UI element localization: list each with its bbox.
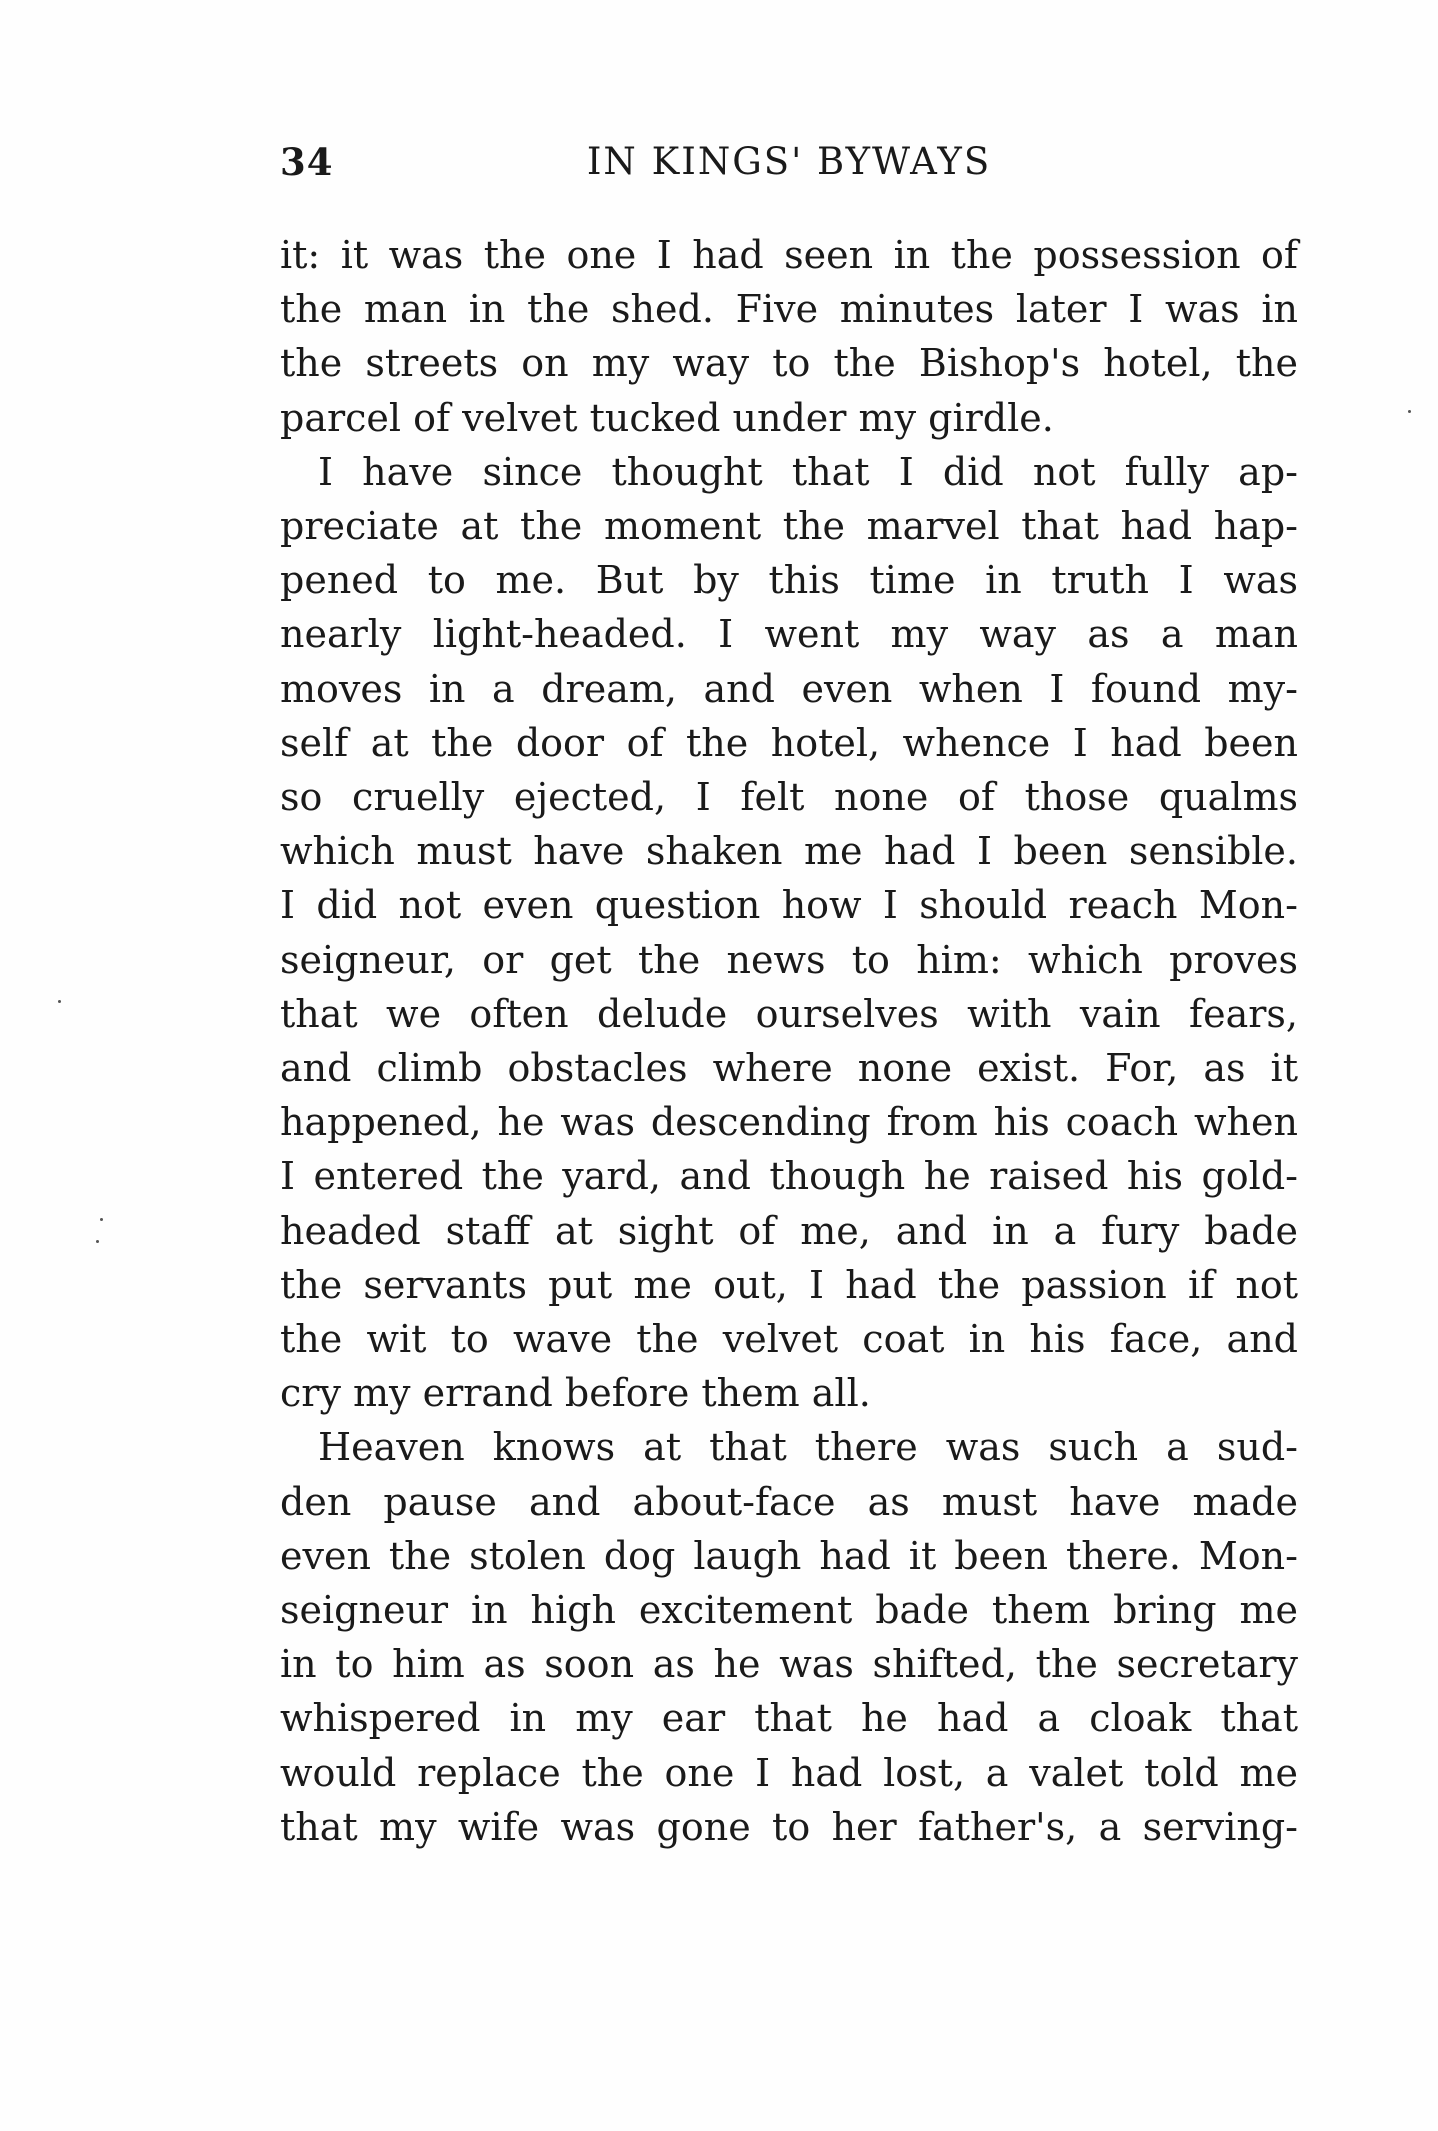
scan-speck <box>58 1000 61 1003</box>
text-line: seigneur in high excitement bade them bring me <box>280 1588 1298 1633</box>
text-line: seigneur, or get the news to him: which proves <box>280 937 1298 982</box>
text-line: den pause and about-face as must have made <box>280 1479 1298 1524</box>
text-line: preciate at the moment the marvel that had hap- <box>280 504 1298 549</box>
text-line: nearly light-headed. I went my way as a man <box>280 612 1298 657</box>
text-line: whispered in my ear that he had a cloak that <box>280 1696 1298 1741</box>
text-line: and climb obstacles where none exist. For, as it <box>280 1046 1298 1091</box>
text-line: in to him as soon as he was shifted, the secretary <box>280 1642 1298 1687</box>
paragraph-2 <box>280 445 1298 1421</box>
page-number: 34 <box>280 140 334 184</box>
text-line: the servants put me out, I had the passion if not <box>280 1262 1298 1307</box>
paragraph-1 <box>280 228 1298 445</box>
text-line: I have since thought that I did not fully ap- <box>318 449 1298 494</box>
text-line: that we often delude ourselves with vain fears, <box>280 991 1298 1036</box>
text-line: cry my errand before them all. <box>280 1371 871 1416</box>
page-header <box>280 140 1298 200</box>
text-line: happened, he was descending from his coach when <box>280 1100 1298 1145</box>
text-line: I entered the yard, and though he raised his gold- <box>280 1154 1298 1199</box>
text-line: headed staff at sight of me, and in a fury bade <box>280 1208 1298 1253</box>
scan-speck <box>1408 410 1411 413</box>
paragraph-3 <box>280 1420 1298 1854</box>
text-line: Heaven knows at that there was such a sud- <box>318 1425 1298 1470</box>
text-line: moves in a dream, and even when I found my- <box>280 666 1298 711</box>
running-title: IN KINGS' BYWAYS <box>586 140 992 183</box>
text-line: parcel of velvet tucked under my girdle. <box>280 395 1054 440</box>
body-text <box>280 228 1298 1854</box>
text-line: so cruelly ejected, I felt none of those qualms <box>280 775 1298 820</box>
scan-speck <box>96 1240 99 1243</box>
text-line: it: it was the one I had seen in the possession of <box>280 233 1298 277</box>
text-line: pened to me. But by this time in truth I was <box>280 558 1298 603</box>
text-line: self at the door of the hotel, whence I had been <box>280 720 1298 765</box>
text-line: I did not even question how I should reach Mon- <box>280 883 1298 928</box>
text-line: would replace the one I had lost, a valet told me <box>280 1750 1298 1795</box>
text-line: which must have shaken me had I been sensible. <box>280 829 1298 874</box>
text-line: the man in the shed. Five minutes later I was in <box>280 287 1298 332</box>
text-line: the streets on my way to the Bishop's hotel, the <box>280 341 1298 386</box>
scan-speck <box>100 1218 103 1221</box>
text-line: even the stolen dog laugh had it been there. Mon- <box>280 1533 1298 1578</box>
text-line: the wit to wave the velvet coat in his face, and <box>280 1317 1298 1362</box>
text-line: that my wife was gone to her father's, a serving- <box>280 1804 1298 1849</box>
